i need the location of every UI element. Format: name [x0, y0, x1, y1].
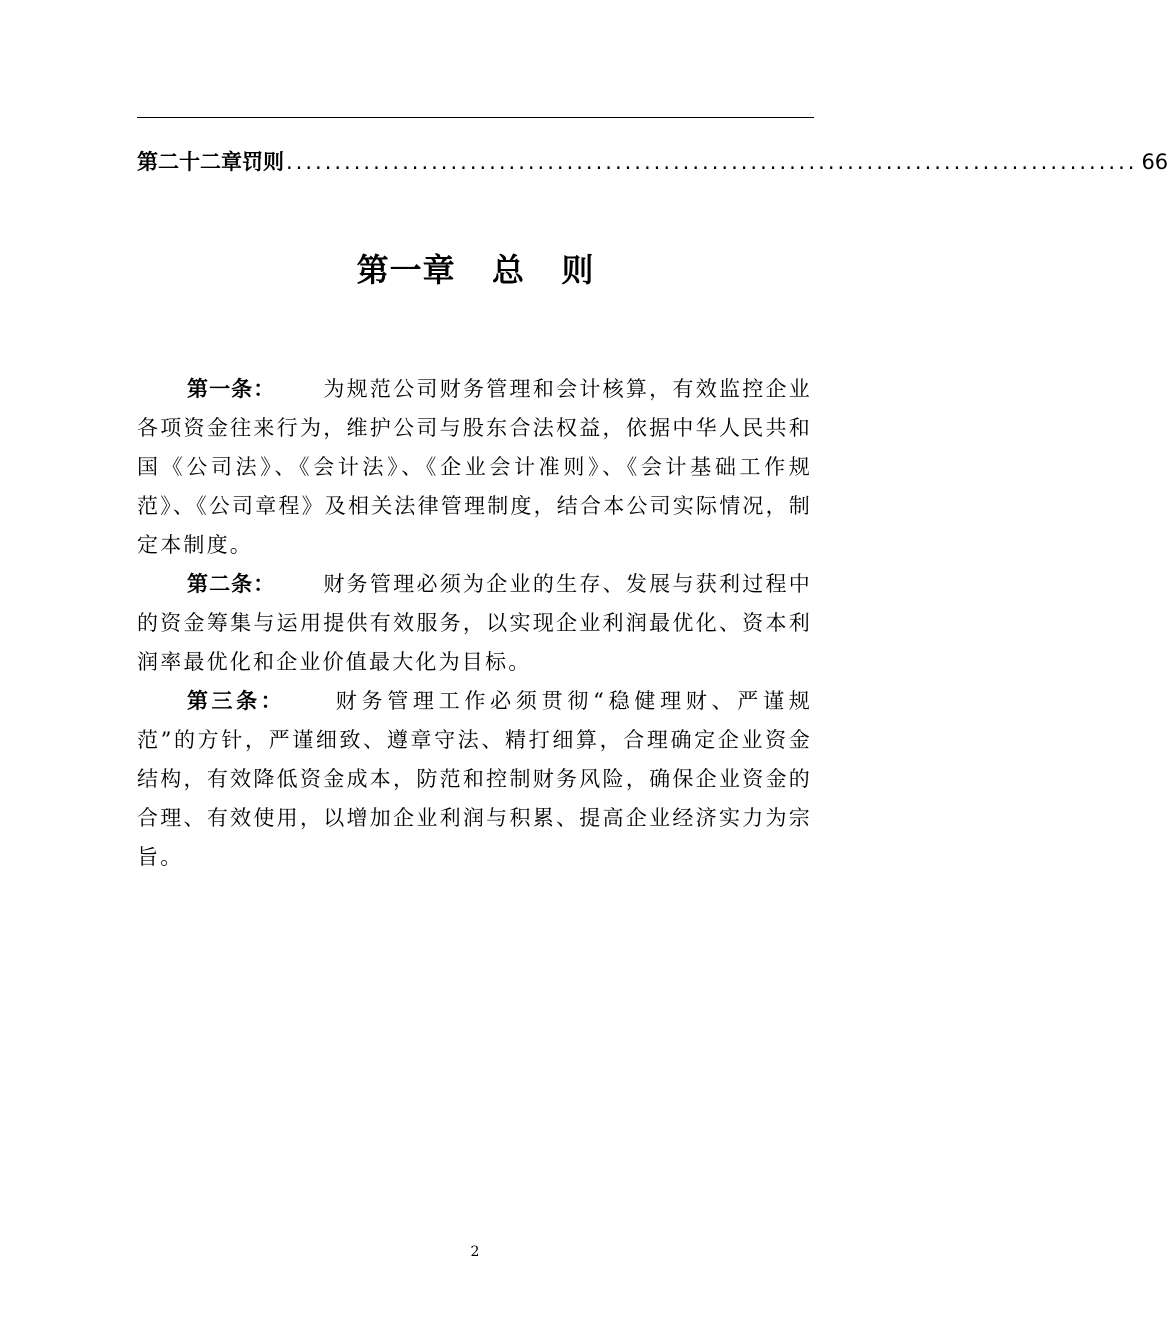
- article-label: 第三条：: [187, 689, 286, 713]
- chapter-heading: 第一章 总 则: [356, 251, 595, 289]
- articles-body: [137, 370, 812, 877]
- article-3: [137, 682, 812, 877]
- toc-dot-leader: ........................................................................................: [286, 150, 1138, 174]
- article-text: 为规范公司财务管理和会计核算，有效监控企业各项资金往来行为，维护公司与股东合法权益，依据中华人民共和国《公司法》、《会计法》、《企业会计准则》、《会计基础工作规范》、《公司章程》及相关法律管理制度，结合本公司实际情况，制定本制度。: [137, 377, 813, 557]
- article-label: 第二条：: [187, 572, 276, 596]
- toc-chapter-number: 第二十二章: [137, 150, 242, 174]
- header-rule: [137, 117, 814, 118]
- article-2: [137, 565, 812, 682]
- article-text: 财务管理必须为企业的生存、发展与获利过程中的资金筹集与运用提供有效服务，以实现企业利润最优化、资本利润率最优化和企业价值最大化为目标。: [137, 572, 813, 674]
- article-text: 财务管理工作必须贯彻“稳健理财、严谨规范”的方针，严谨细致、遵章守法、精打细算，合理确定企业资金结构，有效降低资金成本，防范和控制财务风险，确保企业资金的合理、有效使用，以增加企业利润与积累、提高企业经济实力为宗旨。: [137, 689, 812, 869]
- toc-entry[interactable]: [137, 142, 1168, 182]
- page-number: 2: [470, 1244, 480, 1260]
- toc-chapter-title: 罚则: [242, 150, 284, 174]
- toc-page-number: 66: [1141, 150, 1168, 174]
- article-label: 第一条：: [187, 377, 276, 401]
- article-1: [137, 370, 812, 565]
